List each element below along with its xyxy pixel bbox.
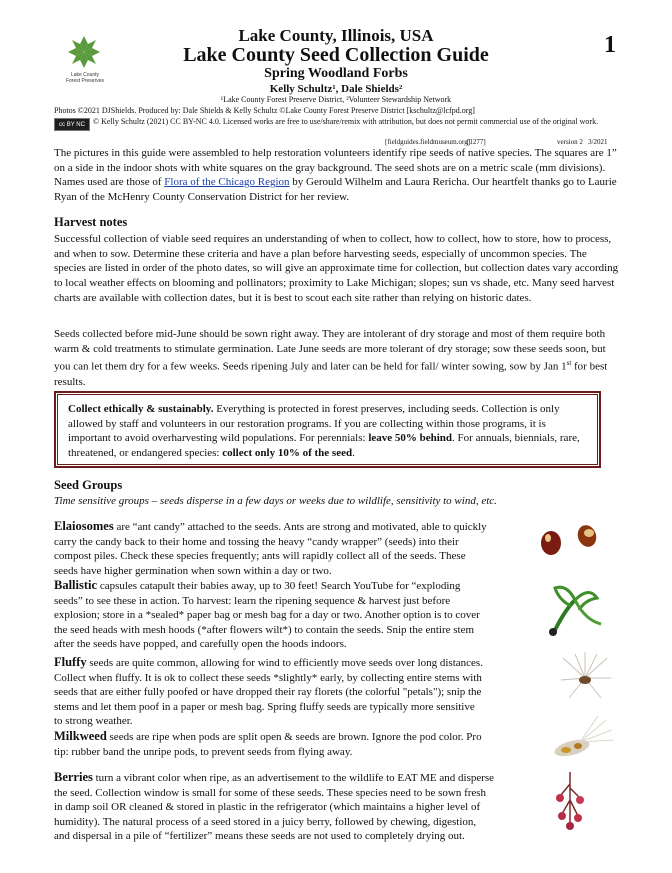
photo-credit: Photos ©2021 DJShields. Produced by: Dale Shields & Kelly Schultz ©Lake County Forest Preserve District [kschultz@lcfpd.org]: [54, 106, 475, 115]
berries-image: [550, 770, 590, 840]
logo-caption: Lake County Forest Preserves: [65, 72, 105, 84]
berries-text: Berries turn a vibrant color when ripe, as an advertisement to the wildlife to EAT ME and disperse the seed. Collection window is small for some of these seeds. These species need to be sown fresh in damp soil OR cleaned & stored in plastic in the refrigerator (which maintains a higher level of humidity). The natural process of a seed stored in a juicy berry, followed by chewing, digestion, and dispersal in a pile of “fertilizer” means these seeds are not used to completely drying out.: [54, 770, 495, 843]
page-number: 1: [604, 32, 616, 58]
harvest-paragraph-1: Successful collection of viable seed requires an understanding of when to collect, how to collect, how to store, how to process, and when to sow. Determine these criteria and have a plan before harvesting seeds, especially of uncommon species. The species are listed in order of the photo dates, so will give an approximate time for collection, but collection dates vary according to local weather effects on blooming and pollinators; proximity to Lake Michigan; slopes; sun vs shade, etc. Many seed harvest charts are available with collection dates, but it is best to scout each site rather than relying on historic dates.: [54, 233, 619, 304]
flora-link[interactable]: Flora of the Chicago Region: [164, 176, 290, 189]
authors: Kelly Schultz¹, Dale Shields²: [269, 83, 403, 95]
affiliations: ¹Lake County Forest Preserve District, ²Volunteer Stewardship Network: [220, 95, 452, 104]
page-title: Lake County Seed Collection Guide: [183, 44, 489, 66]
fluffy-seed-image: [555, 648, 615, 708]
site-reference: [fieldguides.fieldmuseum.org]: [385, 138, 471, 146]
cc-license-badge: cc BY NC: [54, 118, 90, 131]
milkweed-pod-image: [550, 712, 616, 762]
ballistic-capsule-image: [545, 580, 615, 640]
guide-number: [1277]: [467, 138, 486, 146]
milkweed-text: Milkweed seeds are ripe when pods are split open & seeds are brown. Ignore the pod color. Pro tip: rubber band the unripe pods, to prevent seeds from flying away.: [54, 729, 482, 758]
ethics-callout-text: Collect ethically & sustainably. Everything is protected in forest preserves, including seeds. Collection is only allowed by staff and volunteers in our restoration programs. If you are collecting within those programs, it is important to avoid overharvesting wild populations. For perennials: leave 50% behind. For annuals, biennials, rare, threatened, or endangered species: collect only 10% of the seed.: [68, 403, 580, 460]
county-heading: Lake County, Illinois, USA: [238, 26, 434, 45]
seed-groups-heading: Seed Groups: [54, 478, 123, 492]
harvest-paragraph-2: Seeds collected before mid-June should be sown right away. They are intolerant of dry storage and most of them require both warm & cold treatments to stimulate germination. Late June seeds are more tolerant of dry storage; sow these seeds soon, but you can let them dry for a few weeks. Seeds ripening July and later can be held for fall/ winter sowing, sow by Jan 1st for best results.: [54, 328, 608, 388]
page-subtitle: Spring Woodland Forbs: [264, 66, 408, 81]
license-text: © Kelly Schultz (2021) CC BY-NC 4.0. Licensed works are free to use/share/remix with attribution, but does not permit commercial use of the original work.: [93, 117, 599, 126]
version-date: version 2 3/2021: [557, 138, 608, 146]
seed-groups-intro: Time sensitive groups – seeds disperse in a few days or weeks due to wildlife, sensitivity to wind, etc.: [54, 495, 497, 507]
ballistic-text: Ballistic capsules catapult their babies away, up to 30 feet! Search YouTube for “exploding seeds” to see these in action. To harvest: learn the ripening sequence & harvest just before explosion; store in a *sealed* paper bag or mesh bag for a day or two. Another option is to cover the seed heads with mesh hoods (*after flowers wilt*) to contain the seeds. Snip the entire stem after the seeds have popped, and carefully open the hoods indoors.: [54, 578, 480, 651]
elaiosomes-text: Elaiosomes are “ant candy” attached to the seeds. Ants are strong and motivated, able to quickly carry the candy back to their home and tossing the heavy “candy wrapper” (seeds) into their compost piles. Check these species frequently; ants will rapidly collect all of the seeds. These seeds have higher germination when sown within a day or two.: [54, 519, 487, 577]
elaiosome-seeds-image: [535, 522, 615, 562]
fluffy-text: Fluffy seeds are quite common, allowing for wind to efficiently move seeds over long distances. Collect when fluffy. It is ok to collect these seeds *slightly* early, by collecting entire stems with seeds that are either fully poofed or have dropped their ray florets (the colorful "petals"); snip the stems and let them poof in a paper or mesh bag. Spring fluffy seeds are typically more sensitive to strong weather.: [54, 655, 483, 728]
intro-paragraph: The pictures in this guide were assembled to help restoration volunteers identify ripe seeds of native species. The squares are 1” on a side in the indoor shots with white squares on the gray background. The seed shots are on a metric scale (mm divisions). Names used are those of Flora of the Chicago Region by Gerould Wilhelm and Laura Rericha. Our heartfelt thanks go to Laurie Ryan of the McHenry County Conservation District for her review.: [54, 147, 617, 204]
harvest-heading: Harvest notes: [54, 215, 128, 229]
